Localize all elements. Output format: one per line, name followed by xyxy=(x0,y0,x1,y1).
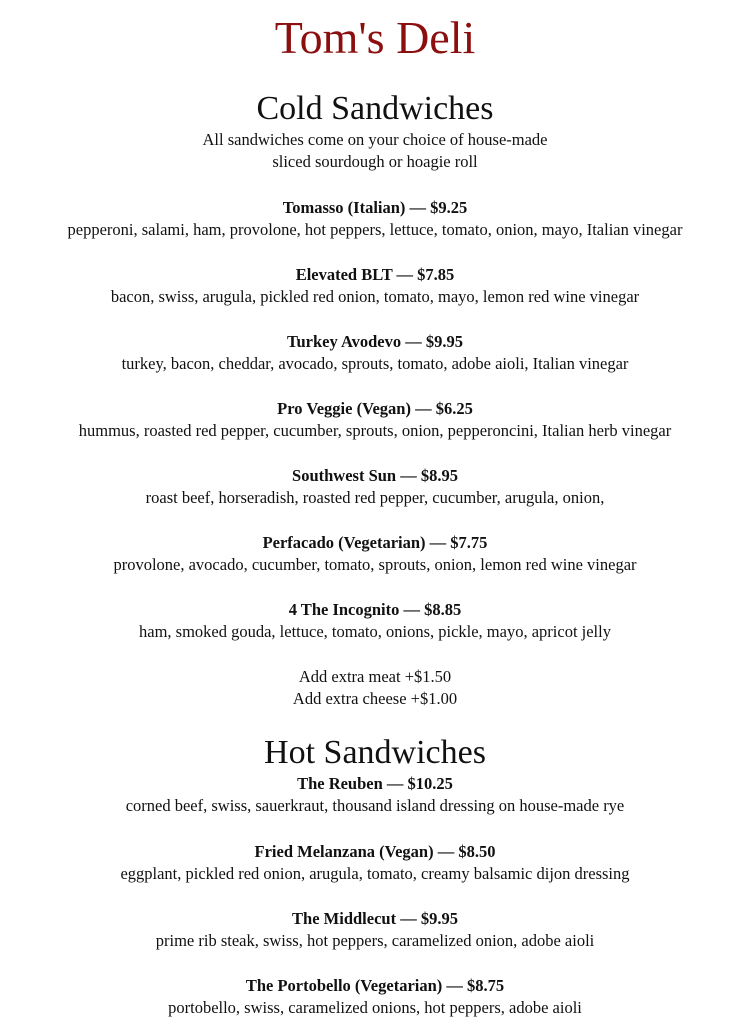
menu-item-desc: turkey, bacon, cheddar, avocado, sprouts, tomato, adobe aioli, Italian vinegar xyxy=(121,354,629,373)
menu-item xyxy=(0,773,750,817)
menu-item-desc: bacon, swiss, arugula, pickled red onion, tomato, mayo, lemon red wine vinegar xyxy=(110,287,640,306)
menu-item-desc: roast beef, horseradish, roasted red pepper, cucumber, arugula, onion, xyxy=(145,488,605,507)
menu-item-name: Perfacado (Vegetarian) — $7.75 xyxy=(262,533,488,552)
intro-line: All sandwiches come on your choice of house-made xyxy=(202,130,548,149)
menu-item xyxy=(0,599,750,643)
addon-extra-cheese: Add extra cheese +$1.00 xyxy=(292,689,458,708)
menu-item xyxy=(0,197,750,241)
menu-item xyxy=(0,532,750,576)
menu-item-name: Southwest Sun — $8.95 xyxy=(292,466,458,485)
menu-item xyxy=(0,465,750,509)
page-title: Tom's Deli xyxy=(274,12,476,63)
menu-item-name: The Portobello (Vegetarian) — $8.75 xyxy=(245,976,505,995)
menu-item-desc: provolone, avocado, cucumber, tomato, sprouts, onion, lemon red wine vinegar xyxy=(113,555,637,574)
menu-item xyxy=(0,841,750,885)
menu-item-desc: eggplant, pickled red onion, arugula, tomato, creamy balsamic dijon dressing xyxy=(120,864,630,883)
menu-item xyxy=(0,264,750,308)
menu-item-desc: hummus, roasted red pepper, cucumber, sprouts, onion, pepperoncini, Italian herb vinegar xyxy=(78,421,672,440)
menu-item-desc: prime rib steak, swiss, hot peppers, caramelized onion, adobe aioli xyxy=(155,931,595,950)
section-heading-hot: Hot Sandwiches xyxy=(264,734,486,771)
section-heading-cold: Cold Sandwiches xyxy=(256,90,494,127)
menu-item-name: Elevated BLT — $7.85 xyxy=(295,265,455,284)
menu-item-name: 4 The Incognito — $8.85 xyxy=(288,600,462,619)
menu-item-name: Turkey Avodevo — $9.95 xyxy=(286,332,464,351)
menu-item-name: The Middlecut — $9.95 xyxy=(292,909,458,928)
section-intro xyxy=(0,129,750,173)
menu-item-desc: ham, smoked gouda, lettuce, tomato, onions, pickle, mayo, apricot jelly xyxy=(139,622,611,641)
addon-list xyxy=(0,666,750,710)
menu-item xyxy=(0,975,750,1019)
intro-line: sliced sourdough or hoagie roll xyxy=(272,152,478,171)
menu-item-name: Tomasso (Italian) — $9.25 xyxy=(282,198,468,217)
menu-item-desc: portobello, swiss, caramelized onions, hot peppers, adobe aioli xyxy=(168,998,582,1017)
menu-item-desc: pepperoni, salami, ham, provolone, hot peppers, lettuce, tomato, onion, mayo, Italian vinegar xyxy=(67,220,683,239)
addon-extra-meat: Add extra meat +$1.50 xyxy=(298,667,452,686)
menu-item xyxy=(0,908,750,952)
menu-item-name: Pro Veggie (Vegan) — $6.25 xyxy=(277,399,473,418)
menu-item xyxy=(0,398,750,442)
menu-item-name: The Reuben — $10.25 xyxy=(297,774,453,793)
menu-item xyxy=(0,331,750,375)
menu-item-desc: corned beef, swiss, sauerkraut, thousand island dressing on house-made rye xyxy=(125,796,625,815)
menu-item-name: Fried Melanzana (Vegan) — $8.50 xyxy=(254,842,496,861)
